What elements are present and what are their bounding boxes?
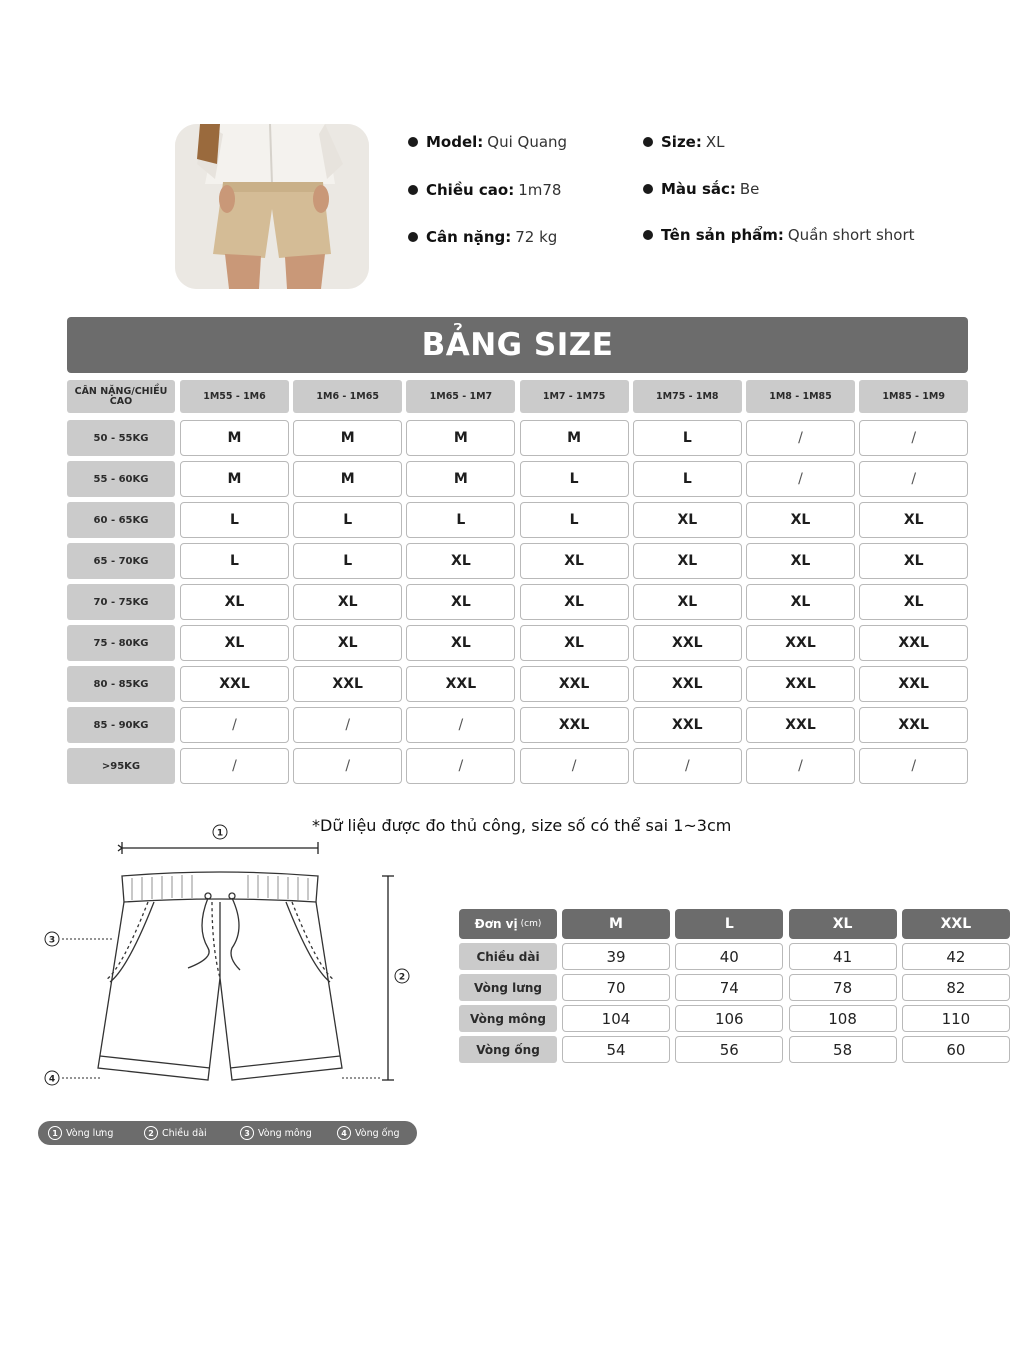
size-cell: XXL [293,666,402,702]
info-model: Model: Qui Quang [408,133,567,151]
size-cell: XXL [406,666,515,702]
size-cell: XL [633,543,742,579]
measurement-value: 58 [789,1036,897,1063]
legend-item: 1 Vòng lưng [48,1121,113,1145]
size-cell: XL [746,584,855,620]
shorts-outline-icon [36,818,426,1098]
size-cell: XXL [859,666,968,702]
height-header: 1M65 - 1M7 [406,380,515,413]
measurement-value: 74 [675,974,783,1001]
height-header: 1M85 - 1M9 [859,380,968,413]
measurement-label: Chiều dài [459,943,557,970]
size-cell: XL [746,502,855,538]
size-cell: XL [633,502,742,538]
measurement-legend [38,1121,417,1145]
size-cell: XL [180,625,289,661]
diagram-marker-2: 2 [398,972,406,983]
unit-header [459,909,557,939]
info-product-name: Tên sản phẩm: Quần short short [643,226,915,244]
weight-label: 80 - 85KG [67,666,175,702]
measurement-value: 104 [562,1005,670,1032]
measurement-value: 39 [562,943,670,970]
size-cell: / [293,748,402,784]
size-cell: M [406,461,515,497]
bullet-icon [643,230,653,240]
size-cell: L [180,502,289,538]
size-cell: M [293,461,402,497]
size-cell: / [633,748,742,784]
size-cell: L [633,461,742,497]
size-cell: M [406,420,515,456]
size-cell: / [180,748,289,784]
measurement-value: 54 [562,1036,670,1063]
size-cell: M [180,420,289,456]
measurement-value: 82 [902,974,1010,1001]
legend-item: 4 Vòng ống [337,1121,400,1145]
info-size: Size: XL [643,133,725,151]
weight-label: 55 - 60KG [67,461,175,497]
size-cell: / [293,707,402,743]
weight-label: 65 - 70KG [67,543,175,579]
size-cell: XXL [520,666,629,702]
bullet-icon [643,137,653,147]
size-cell: XL [293,625,402,661]
size-cell: / [859,748,968,784]
bullet-icon [408,137,418,147]
weight-label: 85 - 90KG [67,707,175,743]
size-cell: XL [520,584,629,620]
legend-item: 3 Vòng mông [240,1121,312,1145]
size-cell: XXL [520,707,629,743]
size-header: L [675,909,783,939]
size-chart-corner-header: CÂN NẶNG/CHIỀU CAO [67,380,175,413]
height-header: 1M75 - 1M8 [633,380,742,413]
size-cell: / [746,420,855,456]
size-cell: / [520,748,629,784]
size-cell: XL [406,543,515,579]
size-cell: / [406,748,515,784]
size-cell: L [633,420,742,456]
weight-label: 70 - 75KG [67,584,175,620]
size-chart-title: BẢNG SIZE [67,317,968,373]
info-weight: Cân nặng: 72 kg [408,228,557,246]
unit-label: Đơn vị [474,917,518,931]
size-cell: L [293,543,402,579]
size-cell: XXL [746,707,855,743]
size-cell: / [859,461,968,497]
size-cell: L [180,543,289,579]
size-header: XXL [902,909,1010,939]
size-cell: L [406,502,515,538]
size-cell: XXL [746,625,855,661]
measurement-value: 60 [902,1036,1010,1063]
size-cell: L [293,502,402,538]
size-cell: XXL [859,625,968,661]
unit-value: (cm) [520,919,542,929]
size-cell: XL [293,584,402,620]
size-cell: XL [859,502,968,538]
size-cell: XL [520,625,629,661]
model-photo [175,124,369,289]
diagram-marker-1: 1 [216,828,224,839]
measurement-value: 110 [902,1005,1010,1032]
diagram-marker-3: 3 [48,935,56,946]
size-cell: XL [859,543,968,579]
info-height: Chiều cao: 1m78 [408,181,561,199]
info-color: Màu sắc: Be [643,180,759,198]
measurement-value: 78 [789,974,897,1001]
size-cell: M [520,420,629,456]
size-header: XL [789,909,897,939]
size-cell: / [746,748,855,784]
size-cell: L [520,502,629,538]
size-cell: M [180,461,289,497]
height-header: 1M55 - 1M6 [180,380,289,413]
bullet-icon [408,185,418,195]
size-cell: XXL [859,707,968,743]
measurement-value: 40 [675,943,783,970]
measurement-value: 70 [562,974,670,1001]
measurement-value: 108 [789,1005,897,1032]
height-header: 1M8 - 1M85 [746,380,855,413]
measurement-label: Vòng lưng [459,974,557,1001]
size-cell: / [859,420,968,456]
measurement-value: 42 [902,943,1010,970]
measurement-label: Vòng ống [459,1036,557,1063]
weight-label: 75 - 80KG [67,625,175,661]
size-cell: M [293,420,402,456]
size-header: M [562,909,670,939]
bullet-icon [408,232,418,242]
weight-label: >95KG [67,748,175,784]
measurement-value: 106 [675,1005,783,1032]
size-cell: XL [859,584,968,620]
size-cell: L [520,461,629,497]
legend-item: 2 Chiều dài [144,1121,207,1145]
height-header: 1M6 - 1M65 [293,380,402,413]
height-header: 1M7 - 1M75 [520,380,629,413]
measurement-value: 41 [789,943,897,970]
size-cell: XXL [633,666,742,702]
diagram-marker-4: 4 [48,1074,56,1085]
size-cell: XL [406,584,515,620]
weight-label: 60 - 65KG [67,502,175,538]
size-cell: XL [180,584,289,620]
size-cell: / [746,461,855,497]
measurement-value: 56 [675,1036,783,1063]
size-cell: XL [520,543,629,579]
size-cell: XXL [180,666,289,702]
size-cell: XL [746,543,855,579]
bullet-icon [643,184,653,194]
model-photo-icon [175,124,369,289]
size-cell: / [406,707,515,743]
size-cell: XL [406,625,515,661]
size-cell: XXL [746,666,855,702]
measurement-label: Vòng mông [459,1005,557,1032]
size-cell: XL [633,584,742,620]
size-cell: XXL [633,707,742,743]
size-cell: XXL [633,625,742,661]
measurement-note: *Dữ liệu được đo thủ công, size số có thể sai 1~3cm [312,816,732,835]
size-cell: / [180,707,289,743]
weight-label: 50 - 55KG [67,420,175,456]
